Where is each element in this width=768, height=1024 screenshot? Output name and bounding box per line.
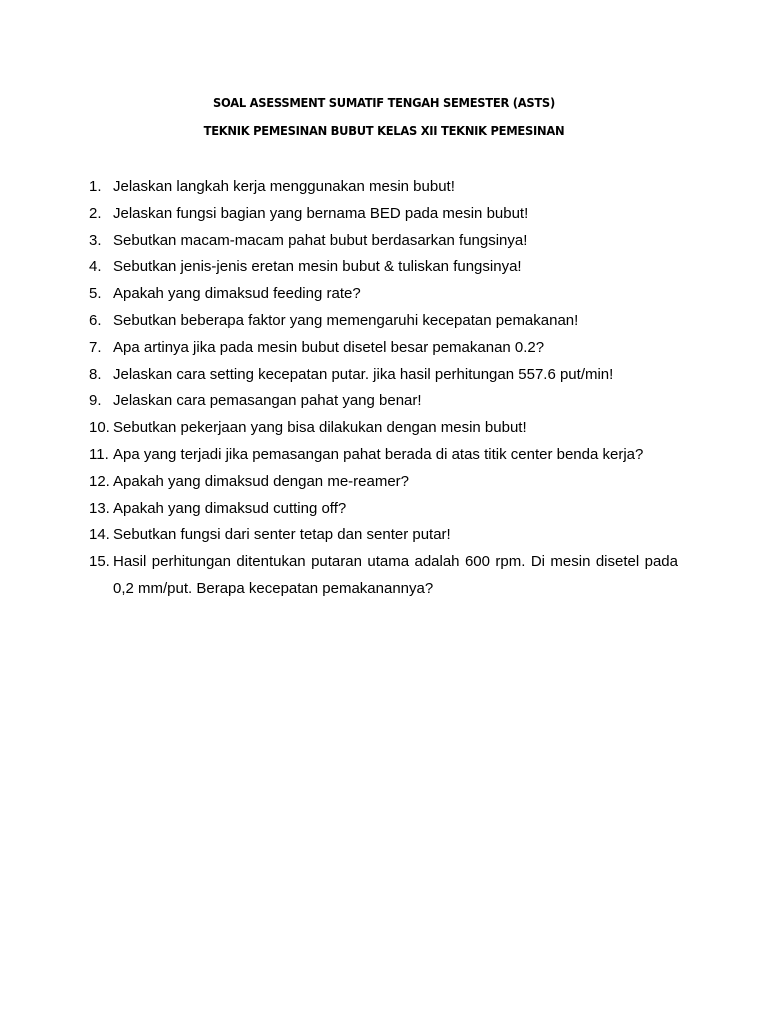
document-title: SOAL ASESSMENT SUMATIF TENGAH SEMESTER (ASTS) xyxy=(213,95,555,110)
question-item xyxy=(0,174,768,201)
question-item xyxy=(0,469,768,496)
question-number: 10. xyxy=(89,419,110,437)
document-subtitle: TEKNIK PEMESINAN BUBUT KELAS XII TEKNIK PEMESINAN xyxy=(203,123,565,138)
question-text: Sebutkan beberapa faktor yang memengaruhi kecepatan pemakanan! xyxy=(113,311,579,329)
question-number: 13. xyxy=(89,499,110,517)
question-text: Jelaskan fungsi bagian yang bernama BED pada mesin bubut! xyxy=(113,204,529,222)
question-item xyxy=(0,254,768,281)
document-header xyxy=(31,93,738,149)
question-number: 15. xyxy=(89,553,110,571)
question-item xyxy=(0,228,768,255)
question-number: 5. xyxy=(89,285,102,303)
question-number: 3. xyxy=(89,231,102,249)
question-item xyxy=(0,362,768,389)
question-text: Apakah yang dimaksud feeding rate? xyxy=(113,285,361,303)
question-text: Sebutkan jenis-jenis eretan mesin bubut & tuliskan fungsinya! xyxy=(113,258,522,276)
question-number: 14. xyxy=(89,526,110,544)
question-text: Apa artinya jika pada mesin bubut disetel besar pemakanan 0.2? xyxy=(113,338,545,356)
question-text: Apakah yang dimaksud dengan me-reamer? xyxy=(113,472,410,490)
question-item xyxy=(0,388,768,415)
question-item xyxy=(0,308,768,335)
question-item xyxy=(0,522,768,549)
question-item xyxy=(0,415,768,442)
question-number: 6. xyxy=(89,311,102,329)
question-text: Sebutkan macam-macam pahat bubut berdasarkan fungsinya! xyxy=(113,231,528,249)
question-text: Apa yang terjadi jika pemasangan pahat berada di atas titik center benda kerja? xyxy=(113,445,644,463)
question-number: 12. xyxy=(89,472,110,490)
question-number: 2. xyxy=(89,204,102,222)
question-number: 9. xyxy=(89,392,102,410)
question-text: Jelaskan cara setting kecepatan putar. jika hasil perhitungan 557.6 put/min! xyxy=(113,365,614,383)
question-item xyxy=(0,281,768,308)
question-item xyxy=(0,201,768,228)
question-text: Jelaskan langkah kerja menggunakan mesin bubut! xyxy=(113,178,455,195)
question-number: 7. xyxy=(89,338,102,356)
question-text: Sebutkan fungsi dari senter tetap dan senter putar! xyxy=(113,526,451,544)
question-list xyxy=(0,174,768,603)
question-item xyxy=(0,496,768,523)
question-text: Apakah yang dimaksud cutting off? xyxy=(113,499,347,517)
question-number: 1. xyxy=(89,178,102,195)
question-item xyxy=(0,549,768,603)
question-text: Jelaskan cara pemasangan pahat yang benar! xyxy=(113,392,422,410)
question-number: 4. xyxy=(89,258,102,276)
question-item xyxy=(0,335,768,362)
question-number: 11. xyxy=(89,445,109,463)
question-text: Sebutkan pekerjaan yang bisa dilakukan dengan mesin bubut! xyxy=(113,419,527,437)
question-number: 8. xyxy=(89,365,102,383)
question-text: Hasil perhitungan ditentukan putaran utama adalah 600 rpm. Di mesin disetel pada 0,2 mm/put. Berapa kecepatan pemakanannya? xyxy=(113,553,678,597)
question-item xyxy=(0,442,768,469)
